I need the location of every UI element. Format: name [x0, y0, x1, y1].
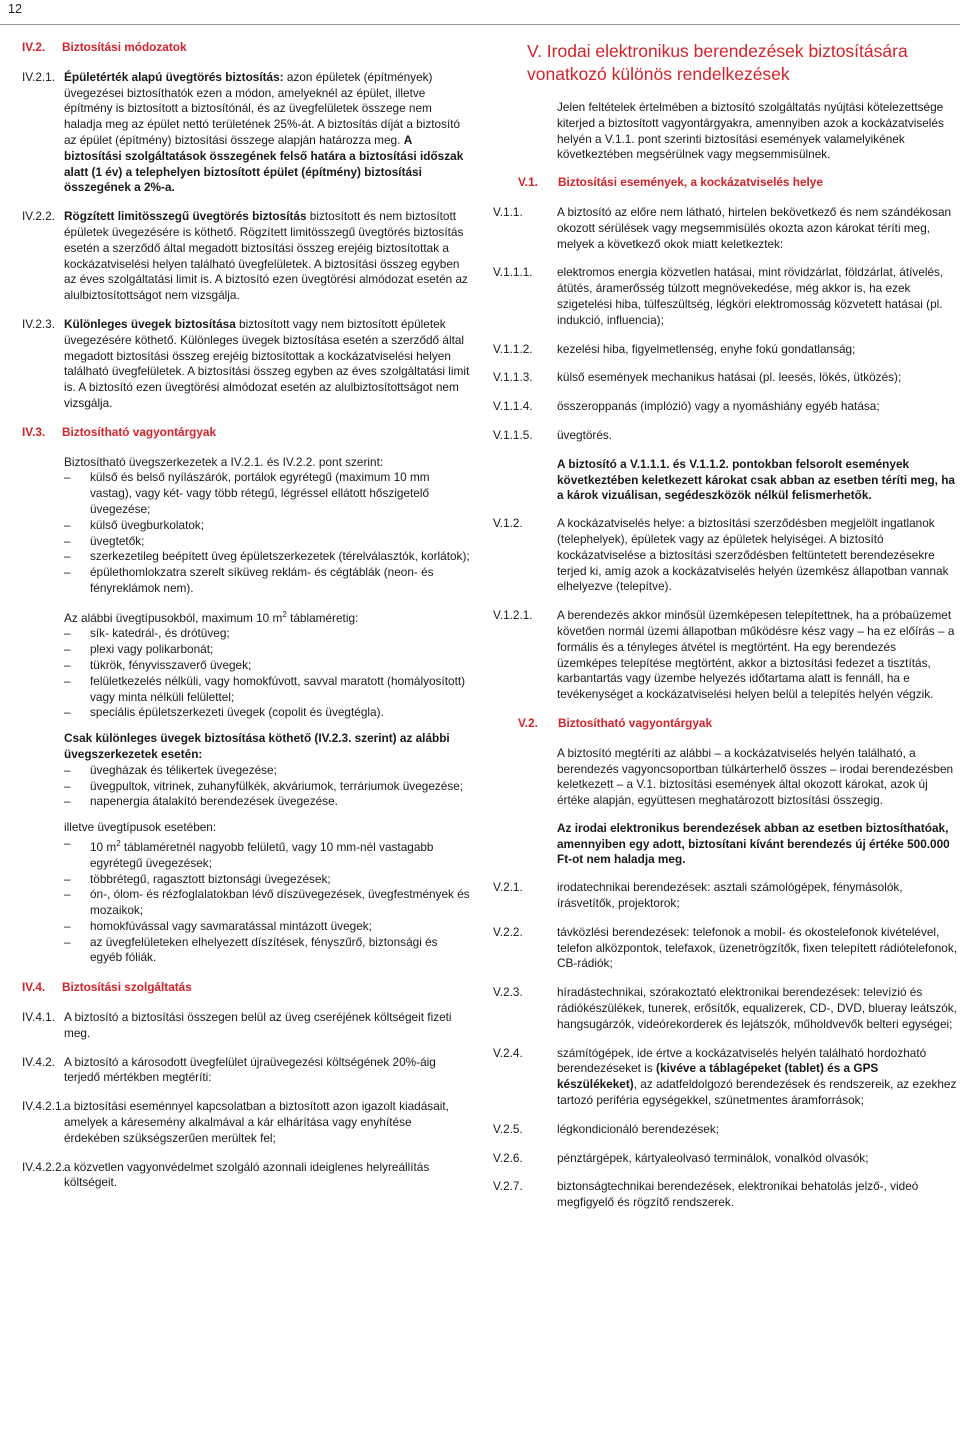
- list-item: – üvegházak és télikertek üvegezése;: [64, 763, 470, 779]
- clause-iv-2-3: IV.2.3. Különleges üvegek biztosítása biztosított vagy nem biztosított épületek üvegezésére köthető. Különleges üvegek biztosítása esetén a szerződő által megadott biztosítási összeg erejéig biztosítottak a kockázatviselési helyen található üvegfelületek. A biztosítási összeg egyben az éves szolgáltatási limit is. A biztosító ezen üvegtörési almódozat esetén az alulbiztosítottságot nem vizsgálja.: [22, 316, 470, 410]
- clause-v-1-1-1: V.1.1.1. elektromos energia közvetlen hatásai, mint rövidzárlat, földzárlat, átívelés, átütés, áramerősség túlzott megnövekedése, még akkor is, ha ezek szigetelési hiba, túlfeszültség, légköri elektromosság közvetett hatásai (pl. indukció, influencia);: [493, 265, 944, 327]
- clause-v-2-1: V.2.1. irodatechnikai berendezések: asztali számológépek, fénymásolók, írásvetítők, projektorok;: [493, 880, 903, 911]
- list-block-1: Biztosítható üvegszerkezetek a IV.2.1. és IV.2.2. pont szerint: – külső és belső nyílászárók, portálok egyrétegű (maximum 10 mm vastag), vagy két- vagy több rétegű, légréssel ellátott hőszigetelő üvegezése; – külső üvegburkolatok; – üvegtetők; – szerkezetileg beépített üveg épületszerkezetek (térelválasztók, korlátok); – épülethomlokzatra szerelt síküveg reklám- és cégtáblák (neon- és fényreklámok nem).: [64, 455, 470, 597]
- section-heading: IV.2. Biztosítási módozatok: [22, 40, 187, 54]
- left-column: [22, 40, 470, 1204]
- list-item: – felületkezelés nélküli, vagy homokfúvott, savval maratott (homályosított) vagy minta nélküli felülettel;: [64, 674, 470, 706]
- chapter-heading: V. Irodai elektronikus berendezések biztosítására vonatkozó különös rendelkezések: [527, 41, 908, 84]
- section-heading: IV.3. Biztosítható vagyontárgyak: [22, 424, 217, 439]
- list-item: – 10 $m^2$ táblaméretnél nagyobb felületű, vagy 10 mm-nél vastagabb egyrétegű üvegezések;: [64, 836, 470, 872]
- clause-v-2-6: V.2.6. pénztárgépek, kártyaleolvasó terminálok, vonalkód olvasók;: [493, 1150, 869, 1165]
- list-item: – épülethomlokzatra szerelt síküveg reklám- és cégtáblák (neon- és fényreklámok nem).: [64, 565, 470, 597]
- page-number: 12: [8, 2, 22, 16]
- list-item: – plexi vagy polikarbonát;: [64, 642, 470, 658]
- list-item: – külső üvegburkolatok;: [64, 518, 470, 534]
- clause-iv-4-2: IV.4.2. A biztosító a károsodott üvegfelület újraüvegezési költségének 20%-áig terjedő mértékben megtéríti:: [22, 1054, 436, 1085]
- list-block-2: Az alábbi üvegtípusokból, maximum 10 $m^2$ táblaméretig: – sík- katedrál-, és drótüveg; – plexi vagy polikarbonát; – tükrök, fényvisszaverő üvegek; – felületkezelés nélküli, vagy homokfúvott, savval maratott (homályosított) vagy minta nélküli felülettel; – speciális épületszerkezeti üvegek (copolit és üvegtégla).: [64, 607, 470, 722]
- list-item: – tükrök, fényvisszaverő üvegek;: [64, 658, 470, 674]
- section-heading: V.1. Biztosítási események, a kockázatviselés helye: [518, 175, 823, 190]
- list-item: – külső és belső nyílászárók, portálok egyrétegű (maximum 10 mm vastag), vagy két- vagy több rétegű, légréssel ellátott hőszigetelő üvegezése;: [64, 470, 470, 517]
- dash-list: [64, 836, 470, 966]
- clause-v-1-1-4: V.1.1.4. összeroppanás (implózió) vagy a nyomáshiány egyéb hatása;: [493, 399, 880, 414]
- list-item: – speciális épületszerkezeti üvegek (copolit és üvegtégla).: [64, 705, 470, 721]
- clause-v-1-1-2: V.1.1.2. kezelési hiba, figyelmetlenség, enyhe fokú gondatlanság;: [493, 341, 856, 356]
- clause-v-1-2-1: V.1.2.1. A berendezés akkor minősül üzemképesen telepítettnek, ha a próbaüzemet követően normál üzemi állapotban működésre kész vagy – ha ez előírás – a formális és a tényleges átvétel is megtörtént. Ha egy berendezés üzemképes telepítése megtörtént, akkor a biztosítási fedezet a tisztítás, karbantartás vagy üzembe helyezés időtartama alatt is fennáll, ha e tevékenységet a kockázatviselési helyen belül a telepítés helyén végzik.: [493, 608, 955, 702]
- clause-v-2-5: V.2.5. légkondicionáló berendezések;: [493, 1121, 719, 1136]
- list-item: – többrétegű, ragasztott biztonsági üvegezések;: [64, 872, 470, 888]
- section-intro: A biztosító megtéríti az alábbi – a kockázatviselés helyén található, a berendezés vagyoncsoportban túlkárterhelő összes – irodai berendezésben keletkezett – a V.1. biztosítási események által okozott károkat, azok új értéke alapján, együttesen meghatározott biztosítási összegig.: [557, 745, 954, 808]
- clause-iv-4-2-1: IV.4.2.1. a biztosítási eseménnyel kapcsolatban a biztosított azon igazolt kiadásait, amelyek a káresemény alkalmával a kár elhárítása vagy enyhítése érdekében szükségszerűen merültek fel;: [22, 1099, 449, 1145]
- right-column: [493, 40, 958, 1224]
- clause-iv-2-2: IV.2.2. Rögzített limitösszegű üvegtörés biztosítás biztosított és nem biztosított épületek üvegezésére is köthető. Rögzített limitösszegű üvegtörés biztosítás esetén a szerződő által megadott biztosítási összeg erejéig biztosítottak a kockázatviselési helyen található üvegfelületek. A biztosítási összeg egyben az éves szolgáltatási limit is. A biztosító ezen üvegtörési almódozat esetén az alulbiztosítottságot nem vizsgálja.: [22, 209, 468, 303]
- clause-v-1-1: V.1.1. A biztosító az előre nem látható, hirtelen bekövetkező és nem szándékosan okozott sérülések vagy megsemmisülés okozta azon károkat téríti meg, melyek a következő okok miatt keletkeztek:: [493, 204, 952, 251]
- bold-note: A biztosító a V.1.1.1. és V.1.1.2. pontokban felsorolt események következtében keletkezett károkat csak abban az esetben téríti meg, ha a károk vizuálisan, segédeszközök nélkül felismerhetők.: [557, 456, 955, 503]
- list-item: – napenergia átalakító berendezések üvegezése.: [64, 794, 470, 810]
- section-heading: V.2. Biztosítható vagyontárgyak: [518, 715, 713, 730]
- clause-v-1-1-3: V.1.1.3. külső események mechanikus hatásai (pl. leesés, lökés, ütközés);: [493, 370, 902, 385]
- clause-iv-4-1: IV.4.1. A biztosító a biztosítási összegen belül az üveg cseréjének költségeit fizeti meg.: [22, 1010, 452, 1040]
- clause-iv-2-1: IV.2.1. Épületérték alapú üvegtörés biztosítás: azon épületek (építmények) üvegezései biztosíthatók ezen a módon, amelyeknél az épület, illetve építmény is biztosított a biztosítónál, és az üvegfelületek összege nem haladja meg az épület nettó területének 25%-át. A biztosítás díját a biztosító az épület (építmény) biztosítási összege alapján határozza meg. A biztosítási szolgáltatások összegének felső határa a biztosítási időszak alatt (1 év) a telephelyen biztosított épület (építmény) biztosítási összegének a 2%-a.: [22, 69, 464, 195]
- list-item: – üvegtetők;: [64, 534, 470, 550]
- list-item: – szerkezetileg beépített üveg épületszerkezetek (térelválasztók, korlátok);: [64, 549, 470, 565]
- clause-iv-4-2-2: IV.4.2.2. a közvetlen vagyonvédelmet szolgáló azonnali ideiglenes helyreállítás költségeit.: [22, 1159, 430, 1190]
- list-item: – az üvegfelületeken elhelyezett díszítések, fényszűrő, biztonsági és egyéb fóliák.: [64, 935, 470, 967]
- clause-v-2-2: V.2.2. távközlési berendezések: telefonok a mobil- és okostelefonok kivételével, telefon alközpontok, telefaxok, üzenetrögzítők, fixen telepített rádiótelefonok, CB-rádiók;: [493, 924, 958, 971]
- clause-v-2-7: V.2.7. biztonságtechnikai berendezések, elektronikai behatolás jelző-, videó megfigyelő és rögzítő rendszerek.: [493, 1179, 919, 1210]
- header-rule: [0, 24, 960, 25]
- dash-list: [64, 470, 470, 596]
- dash-list: [64, 626, 470, 721]
- dash-list: [64, 763, 470, 810]
- clause-v-2-3: V.2.3. híradástechnikai, szórakoztató elektronikai berendezések: televízió és rádiókészülékek, tunerek, erősítők, equalizerek, CD-, DVD, blueray leátszók, hangsugárzók, videórekorderek és lejátszók, műholdvevők belteri egységei;: [493, 985, 957, 1031]
- chapter-intro: Jelen feltételek értelmében a biztosító szolgáltatás nyújtási kötelezettsége kiterjed a biztosított vagyontárgyakra, amennyiben azok a kockázatviselés helyén a V.1.1. pont szerinti biztosítási események valamelyikének következtében megsérülnek vagy megsemmisülnek.: [557, 100, 944, 162]
- list-block-4: illetve üvegtípusok esetében: – 10 $m^2$ táblaméretnél nagyobb felületű, vagy 10 mm-nél vastagabb egyrétegű üvegezések; – többrétegű, ragasztott biztonsági üvegezések; – ón-, ólom- és rézfoglalatokban lévő díszüvegezések, üvegfestmények és mozaikok; – homokfúvással vagy savmaratással mintázott üvegek; – az üvegfelületeken elhelyezett díszítések, fényszűrő, biztonsági és egyéb fóliák.: [64, 820, 470, 966]
- list-item: – ón-, ólom- és rézfoglalatokban lévő díszüvegezések, üvegfestmények és mozaikok;: [64, 887, 470, 919]
- section-heading: IV.4. Biztosítási szolgáltatás: [22, 980, 192, 995]
- bold-note: Az irodai elektronikus berendezések abban az esetben biztosíthatóak, amennyiben egy adott, biztosítani kívánt berendezés új értéke 500.000 Ft-ot nem haladja meg.: [557, 820, 950, 867]
- clause-v-1-1-5: V.1.1.5. üvegtörés.: [493, 427, 613, 442]
- clause-v-1-2: V.1.2. A kockázatviselés helye: a biztosítási szerződésben megjelölt ingatlanok (telephelyek), épületek vagy az épületek helyiségei. A biztosító kockázatviselése a biztosítási szerződésben feltüntetett berendezésekre terjed ki, amíg azok a kockázatviselés helyén üzemkész állapotban vannak elhelyezve (telepítve).: [493, 516, 949, 594]
- list-block-3: Csak különleges üvegek biztosítása köthető (IV.2.3. szerint) az alábbi üvegszerkezetek esetén: – üvegházak és télikertek üvegezése; – üvegpultok, vitrinek, zuhanyfülkék, akváriumok, terráriumok üvegezése; – napenergia átalakító berendezések üvegezése.: [64, 731, 470, 810]
- list-item: – sík- katedrál-, és drótüveg;: [64, 626, 470, 642]
- clause-v-2-4: V.2.4. számítógépek, ide értve a kockázatviselés helyén található hordozható berendezéseket is (kivéve a táblagépeket (tablet) és a GPS készülékeket), az adatfeldolgozó berendezések és rendszereik, az ezekhez tartozó periféria egységekkel, szünetmentes áramforrások;: [493, 1045, 957, 1108]
- list-item: – üvegpultok, vitrinek, zuhanyfülkék, akváriumok, terráriumok üvegezése;: [64, 779, 470, 795]
- list-item: – homokfúvással vagy savmaratással mintázott üvegek;: [64, 919, 470, 935]
